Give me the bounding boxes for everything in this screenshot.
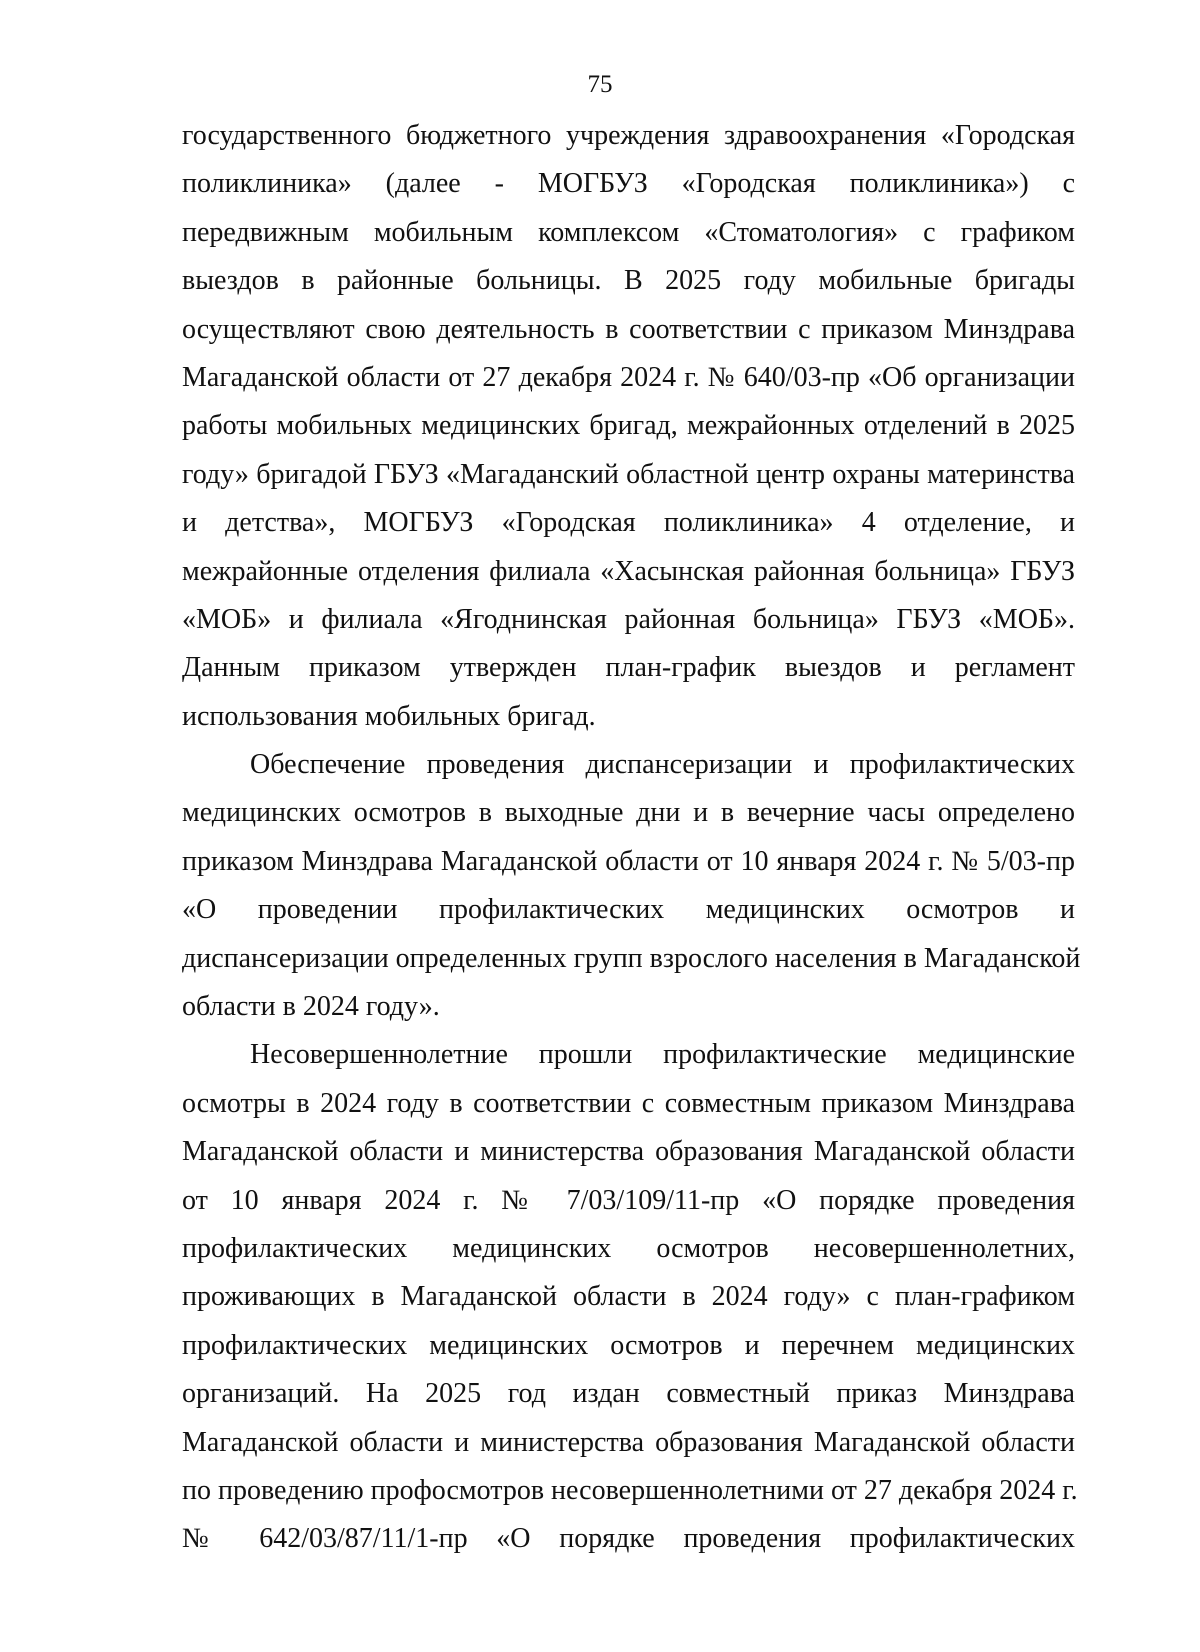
text-line: от 10 января 2024 г. № 7/03/109/11-пр «О порядке проведения <box>182 1184 1075 1216</box>
text-line: использования мобильных бригад. <box>182 700 596 732</box>
text-line: приказом Минздрава Магаданской области от 10 января 2024 г. № 5/03-пр <box>182 845 1075 877</box>
text-line: государственного бюджетного учреждения здравоохранения «Городская <box>182 120 1075 151</box>
paragraph-2 <box>182 741 1081 1031</box>
text-line: профилактических медицинских осмотров и перечнем медицинских <box>182 1329 1075 1361</box>
text-line: Данным приказом утвержден план-график выездов и регламент <box>182 652 1075 684</box>
paragraph-1 <box>182 112 1075 741</box>
text-line: № 642/03/87/11/1-пр «О порядке проведения профилактических <box>182 1523 1075 1555</box>
text-line: и детства», МОГБУЗ «Городская поликлиника» 4 отделение, и <box>182 507 1075 539</box>
text-line: «МОБ» и филиала «Ягоднинская районная больница» ГБУЗ «МОБ». <box>182 603 1075 635</box>
text-line: «О проведении профилактических медицинских осмотров и <box>182 894 1075 926</box>
text-line: проживающих в Магаданской области в 2024 году» с план-графиком <box>182 1281 1075 1313</box>
page-number: 75 <box>587 71 613 98</box>
text-line: передвижным мобильным комплексом «Стоматология» с графиком <box>182 216 1075 248</box>
text-line: осуществляют свою деятельность в соответствии с приказом Минздрава <box>182 313 1075 345</box>
text-line: Обеспечение проведения диспансеризации и профилактических <box>250 749 1075 781</box>
text-line: Магаданской области и министерства образования Магаданской области <box>182 1136 1075 1168</box>
text-line: организаций. На 2025 год издан совместный приказ Минздрава <box>182 1378 1075 1410</box>
text-line: осмотры в 2024 году в соответствии с совместным приказом Минздрава <box>182 1087 1075 1119</box>
text-line: межрайонные отделения филиала «Хасынская районная больница» ГБУЗ <box>182 555 1075 587</box>
text-line: выездов в районные больницы. В 2025 году мобильные бригады <box>182 265 1075 297</box>
text-line: Магаданской области и министерства образования Магаданской области <box>182 1426 1075 1458</box>
paragraph-3 <box>182 1031 1078 1563</box>
text-line: работы мобильных медицинских бригад, межрайонных отделений в 2025 <box>182 410 1075 442</box>
text-line: Магаданской области от 27 декабря 2024 г. № 640/03-пр «Об организации <box>182 361 1075 393</box>
text-line: диспансеризации определенных групп взрослого населения в Магаданской <box>182 942 1081 974</box>
text-line: медицинских осмотров в выходные дни и в вечерние часы определено <box>182 797 1075 829</box>
document-body <box>182 112 1081 1564</box>
text-line: по проведению профосмотров несовершеннолетними от 27 декабря 2024 г. <box>182 1474 1078 1506</box>
text-line: поликлиника» (далее - МОГБУЗ «Городская поликлиника») с <box>182 168 1075 200</box>
text-line: Несовершеннолетние прошли профилактические медицинские <box>250 1039 1075 1071</box>
text-line: профилактических медицинских осмотров несовершеннолетних, <box>182 1232 1075 1264</box>
text-line: году» бригадой ГБУЗ «Магаданский областной центр охраны материнства <box>182 458 1075 490</box>
text-line: области в 2024 году». <box>182 991 440 1023</box>
